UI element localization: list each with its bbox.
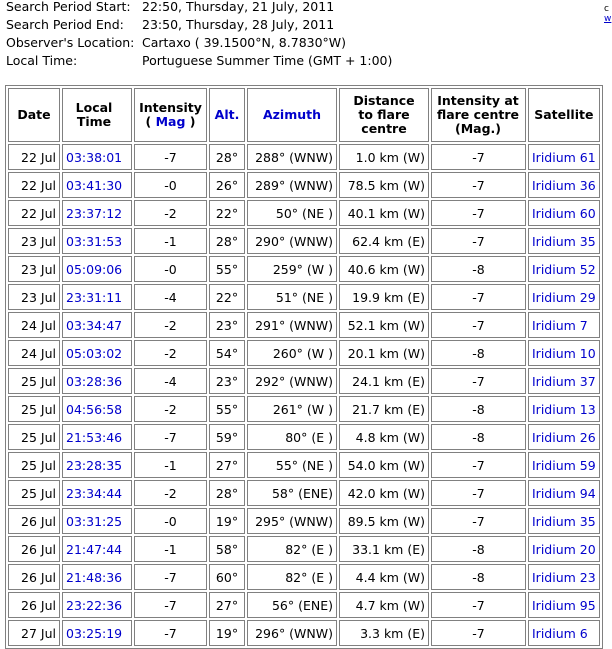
info-label: Search Period End: [6, 17, 124, 32]
cell-satellite[interactable] [528, 620, 600, 646]
observer-location [6, 34, 392, 52]
cell-intensity-centre: -7 [431, 144, 526, 170]
cell-satellite[interactable] [528, 564, 600, 590]
cell-distance: 40.1 km (W) [339, 200, 429, 226]
col-intensity-centre [431, 88, 526, 142]
time-link[interactable]: 23:28:35 [66, 457, 123, 473]
cell-distance: 20.1 km (W) [339, 340, 429, 366]
cell-azimuth: 288° (WNW) [247, 144, 337, 170]
cell-intensity-centre: -8 [431, 424, 526, 450]
satellite-link[interactable]: Iridium 10 [532, 345, 596, 361]
cell-intensity-centre: -7 [431, 620, 526, 646]
cell-intensity: -1 [134, 228, 207, 254]
info-value: 23:50, Thursday, 28 July, 2011 [142, 17, 335, 32]
info-label: Local Time: [6, 53, 78, 68]
cell-date: 27 Jul [8, 620, 60, 646]
cell-local-time[interactable] [62, 536, 132, 562]
cell-azimuth: 296° (WNW) [247, 620, 337, 646]
cell-azimuth: 56° (ENE) [247, 592, 337, 618]
table-row [8, 564, 600, 590]
table-row [8, 144, 600, 170]
satellite-link[interactable]: Iridium 59 [532, 457, 596, 473]
time-link[interactable]: 03:25:19 [66, 625, 123, 641]
cell-intensity: -7 [134, 564, 207, 590]
satellite-link[interactable]: Iridium 7 [532, 317, 588, 333]
satellite-link[interactable]: Iridium 29 [532, 289, 596, 305]
cell-altitude: 28° [209, 480, 245, 506]
cell-azimuth: 82° (E ) [247, 564, 337, 590]
cell-satellite[interactable] [528, 256, 600, 282]
cell-distance: 21.7 km (E) [339, 396, 429, 422]
cell-local-time[interactable] [62, 564, 132, 590]
cell-intensity: -2 [134, 200, 207, 226]
table-row [8, 256, 600, 282]
cell-intensity-centre: -7 [431, 228, 526, 254]
table-header-row [8, 88, 600, 142]
cell-intensity-centre: -7 [431, 508, 526, 534]
cell-local-time[interactable] [62, 312, 132, 338]
cell-azimuth: 289° (WNW) [247, 172, 337, 198]
cell-local-time[interactable] [62, 256, 132, 282]
cell-date: 25 Jul [8, 480, 60, 506]
cell-azimuth: 51° (NE ) [247, 284, 337, 310]
cell-satellite[interactable] [528, 144, 600, 170]
col-intensity-centre-label: Intensity at flare centre (Mag.) [436, 93, 520, 136]
cell-intensity-centre: -8 [431, 256, 526, 282]
cell-intensity: -7 [134, 620, 207, 646]
satellite-link[interactable]: Iridium 61 [532, 149, 596, 165]
cell-altitude: 26° [209, 172, 245, 198]
cell-azimuth: 58° (ENE) [247, 480, 337, 506]
cell-local-time[interactable] [62, 340, 132, 366]
info-label: Observer's Location: [6, 35, 135, 50]
cell-date: 25 Jul [8, 452, 60, 478]
time-link[interactable]: 21:47:44 [66, 541, 123, 557]
cell-azimuth: 292° (WNW) [247, 368, 337, 394]
cell-distance: 3.3 km (E) [339, 620, 429, 646]
info-label: Search Period Start: [6, 0, 131, 14]
cell-azimuth: 50° (NE ) [247, 200, 337, 226]
satellite-link[interactable]: Iridium 60 [532, 205, 596, 221]
cell-distance: 89.5 km (W) [339, 508, 429, 534]
cell-azimuth: 260° (W ) [247, 340, 337, 366]
cell-intensity: -4 [134, 284, 207, 310]
cell-local-time[interactable] [62, 620, 132, 646]
cell-distance: 40.6 km (W) [339, 256, 429, 282]
cell-satellite[interactable] [528, 424, 600, 450]
cell-distance: 24.1 km (E) [339, 368, 429, 394]
satellite-link[interactable]: Iridium 35 [532, 513, 596, 529]
table-row [8, 340, 600, 366]
cell-intensity: -7 [134, 424, 207, 450]
cell-azimuth: 259° (W ) [247, 256, 337, 282]
cell-satellite[interactable] [528, 396, 600, 422]
cell-satellite[interactable] [528, 536, 600, 562]
cell-local-time[interactable] [62, 200, 132, 226]
cell-date: 26 Jul [8, 536, 60, 562]
cell-satellite[interactable] [528, 508, 600, 534]
table-row [8, 284, 600, 310]
time-link[interactable]: 23:22:36 [66, 597, 123, 613]
table-row [8, 620, 600, 646]
table-row [8, 480, 600, 506]
cell-distance: 54.0 km (W) [339, 452, 429, 478]
time-link[interactable]: 03:41:30 [66, 177, 123, 193]
cell-local-time[interactable] [62, 284, 132, 310]
cell-satellite[interactable] [528, 312, 600, 338]
cell-satellite[interactable] [528, 172, 600, 198]
cell-local-time[interactable] [62, 368, 132, 394]
table-body [8, 144, 600, 646]
cell-altitude: 54° [209, 340, 245, 366]
cell-local-time[interactable] [62, 172, 132, 198]
satellite-link[interactable]: Iridium 35 [532, 233, 596, 249]
satellite-link[interactable]: Iridium 20 [532, 541, 596, 557]
cell-satellite[interactable] [528, 340, 600, 366]
table-row [8, 396, 600, 422]
table-row [8, 536, 600, 562]
cell-intensity-centre: -7 [431, 172, 526, 198]
cell-date: 26 Jul [8, 508, 60, 534]
time-link[interactable]: 03:31:53 [66, 233, 123, 249]
cell-distance: 78.5 km (W) [339, 172, 429, 198]
col-satellite: Satellite [528, 88, 600, 142]
time-link[interactable]: 03:28:36 [66, 373, 123, 389]
col-local-time [62, 88, 132, 142]
cell-intensity: -2 [134, 480, 207, 506]
table-row [8, 312, 600, 338]
cell-altitude: 28° [209, 144, 245, 170]
cell-azimuth: 291° (WNW) [247, 312, 337, 338]
cell-date: 24 Jul [8, 340, 60, 366]
col-intensity: Intensity ( Mag ) [134, 88, 207, 142]
cell-satellite[interactable] [528, 480, 600, 506]
iridium-flares-table [5, 85, 603, 649]
table-row [8, 508, 600, 534]
cell-local-time[interactable] [62, 592, 132, 618]
table-row [8, 424, 600, 450]
cell-intensity: -1 [134, 536, 207, 562]
info-value: Portuguese Summer Time (GMT + 1:00) [142, 53, 393, 68]
cell-date: 26 Jul [8, 564, 60, 590]
cell-local-time[interactable] [62, 396, 132, 422]
cell-altitude: 27° [209, 452, 245, 478]
cell-intensity-centre: -7 [431, 312, 526, 338]
satellite-link[interactable]: Iridium 95 [532, 597, 596, 613]
cell-intensity-centre: -7 [431, 480, 526, 506]
cell-intensity: -0 [134, 508, 207, 534]
cell-distance: 19.9 km (E) [339, 284, 429, 310]
col-local-time-label: Local Time [75, 100, 113, 129]
cell-altitude: 23° [209, 368, 245, 394]
cell-altitude: 60° [209, 564, 245, 590]
cell-altitude: 28° [209, 228, 245, 254]
info-value: Cartaxo ( 39.1500°N, 8.7830°W) [142, 35, 347, 50]
time-link[interactable]: 03:38:01 [66, 149, 123, 165]
table-row [8, 200, 600, 226]
cell-local-time[interactable] [62, 228, 132, 254]
table-row [8, 228, 600, 254]
cell-satellite[interactable] [528, 452, 600, 478]
time-link[interactable]: 23:31:11 [66, 289, 123, 305]
cell-distance: 4.4 km (W) [339, 564, 429, 590]
cell-distance: 33.1 km (E) [339, 536, 429, 562]
satellite-link[interactable]: Iridium 6 [532, 625, 588, 641]
col-alt[interactable] [209, 88, 245, 142]
cell-azimuth: 80° (E ) [247, 424, 337, 450]
cell-date: 23 Jul [8, 256, 60, 282]
cell-intensity: -4 [134, 368, 207, 394]
cell-altitude: 59° [209, 424, 245, 450]
cell-intensity-centre: -8 [431, 340, 526, 366]
cell-intensity: -1 [134, 452, 207, 478]
time-link[interactable]: 04:56:58 [66, 401, 123, 417]
local-time [6, 52, 392, 70]
cell-intensity: -0 [134, 256, 207, 282]
search-info [6, 0, 392, 70]
cell-altitude: 19° [209, 508, 245, 534]
cell-satellite[interactable] [528, 592, 600, 618]
cell-local-time[interactable] [62, 144, 132, 170]
cell-intensity-centre: -8 [431, 564, 526, 590]
cell-date: 25 Jul [8, 424, 60, 450]
cell-satellite[interactable] [528, 228, 600, 254]
cell-date: 25 Jul [8, 368, 60, 394]
time-link[interactable]: 21:48:36 [66, 569, 123, 585]
cell-intensity-centre: -7 [431, 200, 526, 226]
time-link[interactable]: 23:37:12 [66, 205, 123, 221]
satellite-link[interactable]: Iridium 26 [532, 429, 596, 445]
satellite-link[interactable]: Iridium 23 [532, 569, 596, 585]
azimuth-link[interactable]: Azimuth [262, 107, 322, 122]
cell-satellite[interactable] [528, 284, 600, 310]
cell-azimuth: 290° (WNW) [247, 228, 337, 254]
cell-intensity: -7 [134, 144, 207, 170]
cell-altitude: 22° [209, 284, 245, 310]
time-link[interactable]: 05:09:06 [66, 261, 123, 277]
time-link[interactable]: 23:34:44 [66, 485, 123, 501]
cell-distance: 4.8 km (W) [339, 424, 429, 450]
cell-distance: 52.1 km (W) [339, 312, 429, 338]
cell-altitude: 19° [209, 620, 245, 646]
cell-distance: 62.4 km (E) [339, 228, 429, 254]
cell-local-time[interactable] [62, 452, 132, 478]
mag-link[interactable]: Mag [155, 114, 186, 129]
cell-altitude: 58° [209, 536, 245, 562]
satellite-link[interactable]: Iridium 36 [532, 177, 596, 193]
cell-altitude: 27° [209, 592, 245, 618]
cell-intensity: -0 [134, 172, 207, 198]
time-link[interactable]: 03:34:47 [66, 317, 123, 333]
time-link[interactable]: 05:03:02 [66, 345, 123, 361]
cell-azimuth: 82° (E ) [247, 536, 337, 562]
satellite-link[interactable]: Iridium 52 [532, 261, 596, 277]
cell-altitude: 55° [209, 256, 245, 282]
cell-local-time[interactable] [62, 508, 132, 534]
cell-azimuth: 295° (WNW) [247, 508, 337, 534]
clipped-sidebar-text [604, 4, 612, 24]
cell-date: 23 Jul [8, 228, 60, 254]
cell-date: 22 Jul [8, 144, 60, 170]
cell-intensity: -2 [134, 396, 207, 422]
search-period-end [6, 16, 392, 34]
satellite-link[interactable]: Iridium 37 [532, 373, 596, 389]
cell-altitude: 23° [209, 312, 245, 338]
cell-distance: 1.0 km (W) [339, 144, 429, 170]
cell-intensity-centre: -7 [431, 452, 526, 478]
cell-distance: 4.7 km (W) [339, 592, 429, 618]
cell-date: 25 Jul [8, 396, 60, 422]
col-distance-label: Distance to flare centre [353, 93, 415, 136]
cell-azimuth: 55° (NE ) [247, 452, 337, 478]
col-azimuth[interactable] [247, 88, 337, 142]
satellite-link[interactable]: Iridium 94 [532, 485, 596, 501]
cell-date: 22 Jul [8, 172, 60, 198]
cell-date: 24 Jul [8, 312, 60, 338]
table-row [8, 368, 600, 394]
satellite-link[interactable]: Iridium 13 [532, 401, 596, 417]
time-link[interactable]: 03:31:25 [66, 513, 123, 529]
col-intensity-label: Intensity [139, 100, 202, 115]
col-date: Date [8, 88, 60, 142]
clipped-text: c [604, 4, 609, 14]
cell-distance: 42.0 km (W) [339, 480, 429, 506]
clipped-link[interactable]: w [604, 14, 612, 24]
alt-link[interactable]: Alt. [214, 107, 240, 122]
cell-intensity: -7 [134, 592, 207, 618]
search-period-start [6, 0, 392, 16]
cell-altitude: 55° [209, 396, 245, 422]
cell-intensity-centre: -7 [431, 284, 526, 310]
cell-intensity-centre: -7 [431, 592, 526, 618]
cell-date: 26 Jul [8, 592, 60, 618]
cell-date: 23 Jul [8, 284, 60, 310]
cell-date: 22 Jul [8, 200, 60, 226]
table-row [8, 592, 600, 618]
col-distance [339, 88, 429, 142]
cell-altitude: 22° [209, 200, 245, 226]
cell-local-time[interactable] [62, 480, 132, 506]
info-value: 22:50, Thursday, 21 July, 2011 [142, 0, 335, 14]
cell-satellite[interactable] [528, 368, 600, 394]
table-row [8, 172, 600, 198]
cell-intensity: -2 [134, 340, 207, 366]
cell-intensity-centre: -8 [431, 396, 526, 422]
time-link[interactable]: 21:53:46 [66, 429, 123, 445]
cell-intensity-centre: -8 [431, 536, 526, 562]
table-row [8, 452, 600, 478]
cell-local-time[interactable] [62, 424, 132, 450]
cell-intensity: -2 [134, 312, 207, 338]
cell-intensity-centre: -7 [431, 368, 526, 394]
cell-azimuth: 261° (W ) [247, 396, 337, 422]
cell-satellite[interactable] [528, 200, 600, 226]
